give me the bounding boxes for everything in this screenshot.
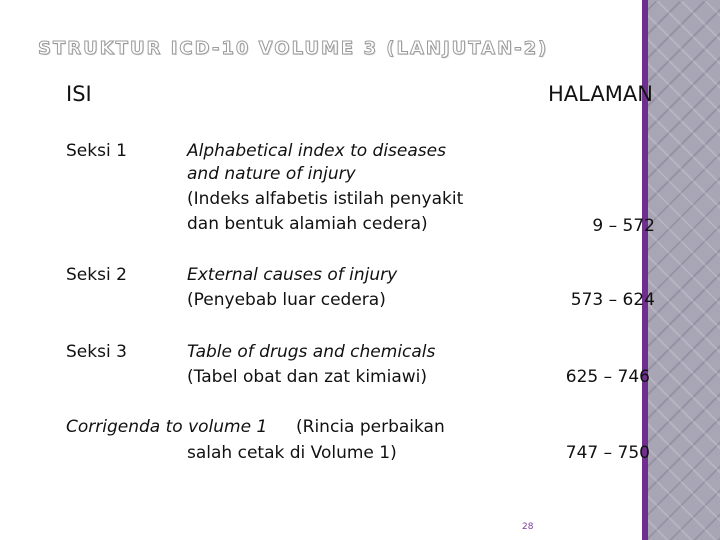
header-content: ISI [66, 82, 92, 106]
corrigenda-title-id-line: salah cetak di Volume 1) [187, 443, 397, 463]
slide-title: STRUKTUR ICD-10 VOLUME 3 (LANJUTAN-2) [38, 38, 549, 59]
section-label: Seksi 1 [66, 141, 127, 161]
section-title-id-line: (Tabel obat dan zat kimiawi) [187, 367, 428, 387]
section-title-en-line: Table of drugs and chemicals [187, 342, 436, 362]
section-title-id-line: (Indeks alfabetis istilah penyakit [187, 189, 464, 209]
section-pages: 625 – 746 [565, 367, 650, 387]
corrigenda-pages: 747 – 750 [565, 443, 650, 463]
section-label: Seksi 3 [66, 342, 127, 362]
section-pages: 573 – 624 [570, 290, 655, 310]
decorative-side-band [642, 0, 720, 540]
section-title-en-line: External causes of injury [187, 265, 398, 285]
section-title-en-line: Alphabetical index to diseases [187, 141, 446, 161]
page-number: 28 [522, 522, 534, 532]
header-page: HALAMAN [548, 82, 653, 106]
section-pages: 9 – 572 [592, 216, 655, 236]
corrigenda-title-en: Corrigenda to volume 1 [66, 417, 268, 437]
section-title-id-line: (Penyebab luar cedera) [187, 290, 386, 310]
section-label: Seksi 2 [66, 265, 127, 285]
section-title-en-line: and nature of injury [187, 164, 356, 184]
section-title-id-line: dan bentuk alamiah cedera) [187, 214, 428, 234]
corrigenda-title-id-line: (Rincia perbaikan [296, 417, 445, 437]
